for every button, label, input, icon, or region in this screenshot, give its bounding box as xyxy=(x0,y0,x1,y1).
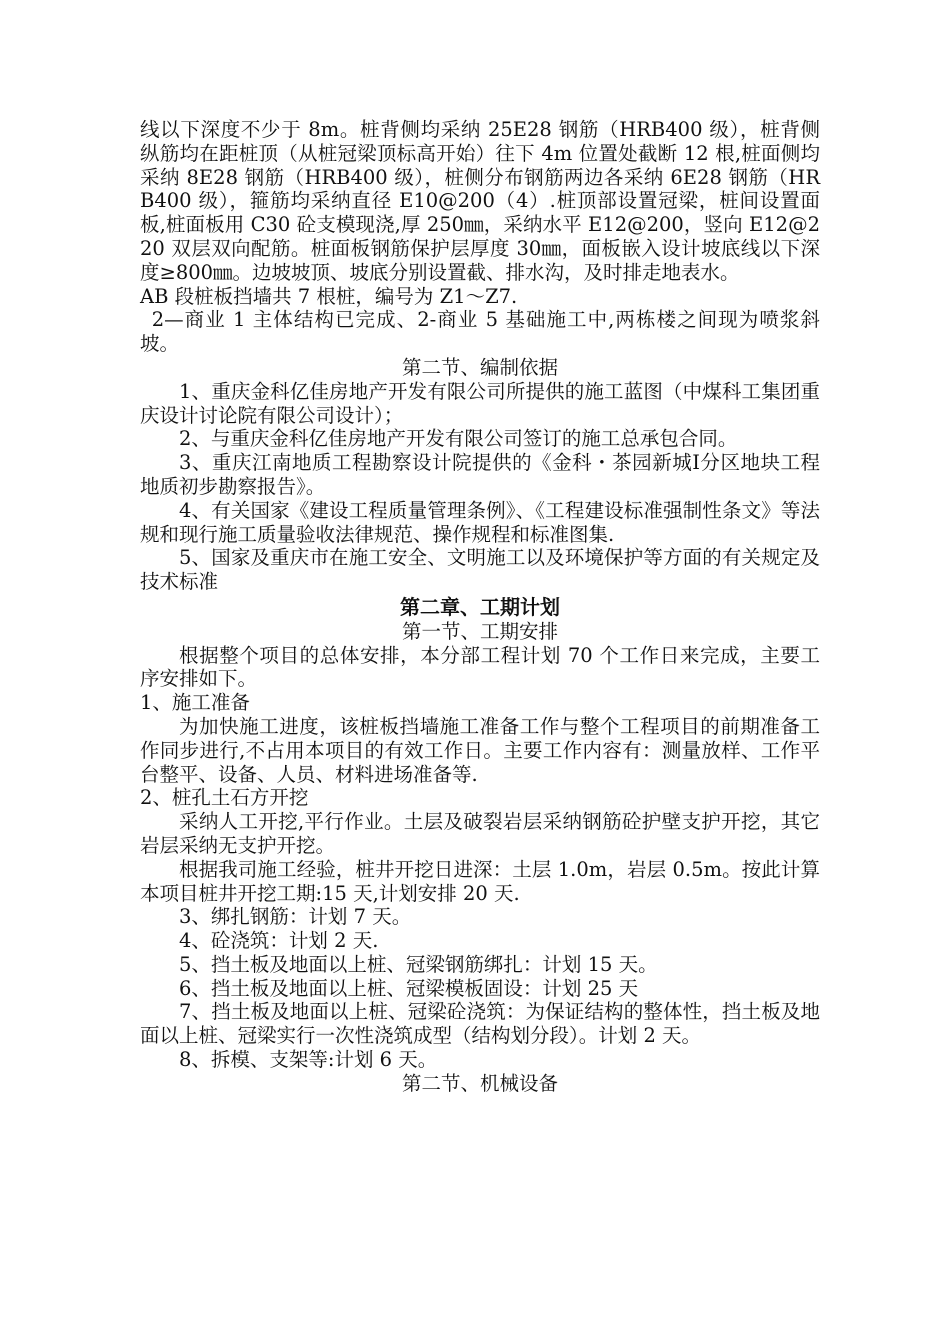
list-item-pouring: 4、砼浇筑：计划 2 天. xyxy=(179,929,379,953)
section-heading-basis: 第二节、编制依据 xyxy=(401,355,558,379)
subheading-preparation: 1、施工准备 xyxy=(140,691,250,715)
list-item-basis-4: 4、有关国家《建设工程质量管理条例》、《工程建设标准强制性条文》等法规和现行施工质量验收法律规范、操作规程和标准图集. xyxy=(140,498,820,546)
paragraph-preparation: 为加快施工进度，该桩板挡墙施工准备工作与整个工程项目的前期准备工作同步进行,不占用本项目的有效工作日。主要工作内容有：测量放样、工作平台整平、设备、人员、材料进场准备等. xyxy=(140,714,820,786)
list-item-basis-1: 1、重庆金科亿佳房地产开发有限公司所提供的施工蓝图（中煤科工集团重庆设计讨论院有限公司设计）； xyxy=(140,379,820,427)
paragraph-overall-plan: 根据整个项目的总体安排，本分部工程计划 70 个工作日来完成，主要工序安排如下。 xyxy=(140,643,820,691)
paragraph-pile-reinforcement: 线以下深度不少于 8m。桩背侧均采纳 25E28 钢筋（HRB400 级），桩背侧纵筋均在距桩顶（从桩冠梁顶标高开始）往下 4m 位置处截断 12 根,桩面侧均采纳 8E28 钢筋（HRB400 级），桩侧分布钢筋两边各采纳 6E28 钢筋（HRB400 级），箍筋均采纳直径 E10@200（4）.桩顶部设置冠梁，桩间设置面板,桩面板用 C30 砼支模现浇,厚 250㎜，采纳水平 E12@200，竖向 E12@220 双层双向配筋。桩面板钢筋保护层厚度 30㎜，面板嵌入设计坡底线以下深度≥800㎜。边坡坡顶、坡底分别设置截、排水沟，及时排走地表水。 xyxy=(140,118,820,284)
list-item-basis-2: 2、与重庆金科亿佳房地产开发有限公司签订的施工总承包合同。 xyxy=(179,427,738,451)
list-item-basis-3: 3、重庆江南地质工程勘察设计院提供的《金科・茶园新城Ⅰ分区地块工程地质初步勘察报告》。 xyxy=(140,451,820,498)
subheading-excavation: 2、桩孔土石方开挖 xyxy=(140,786,309,810)
list-item-formwork: 6、挡土板及地面以上桩、冠梁模板固设：计划 25 天 xyxy=(179,976,639,1000)
paragraph-ab-section-piles: AB 段桩板挡墙共 7 根桩，编号为 Z1～Z7. xyxy=(140,284,518,308)
paragraph-building-status: 2—商业 1 主体结构已完成、2-商业 5 基础施工中,两栋楼之间现为喷浆斜坡。 xyxy=(140,308,820,356)
paragraph-excavation-duration: 根据我司施工经验，桩井开挖日进深：土层 1.0m，岩层 0.5m。按此计算本项目桩井开挖工期:15 天,计划安排 20 天. xyxy=(140,857,820,905)
chapter-heading-schedule: 第二章、工期计划 xyxy=(400,594,560,619)
list-item-basis-5: 5、国家及重庆市在施工安全、文明施工以及环境保护等方面的有关规定及技术标准 xyxy=(140,546,820,594)
list-item-demolding: 8、拆模、支架等:计划 6 天。 xyxy=(179,1048,438,1072)
section-heading-equipment: 第二节、机械设备 xyxy=(401,1071,558,1095)
list-item-rebar: 3、绑扎钢筋：计划 7 天。 xyxy=(179,905,412,929)
list-item-beam-rebar: 5、挡土板及地面以上桩、冠梁钢筋绑扎：计划 15 天。 xyxy=(179,952,658,976)
list-item-beam-pouring: 7、挡土板及地面以上桩、冠梁砼浇筑：为保证结构的整体性，挡土板及地面以上桩、冠梁实行一次性浇筑成型（结构划分段）。计划 2 天。 xyxy=(140,1000,820,1048)
section-heading-arrangement: 第一节、工期安排 xyxy=(401,619,558,643)
paragraph-excavation-method: 采纳人工开挖,平行作业。土层及破裂岩层采纳钢筋砼护壁支护开挖，其它岩层采纳无支护开挖。 xyxy=(140,810,820,857)
